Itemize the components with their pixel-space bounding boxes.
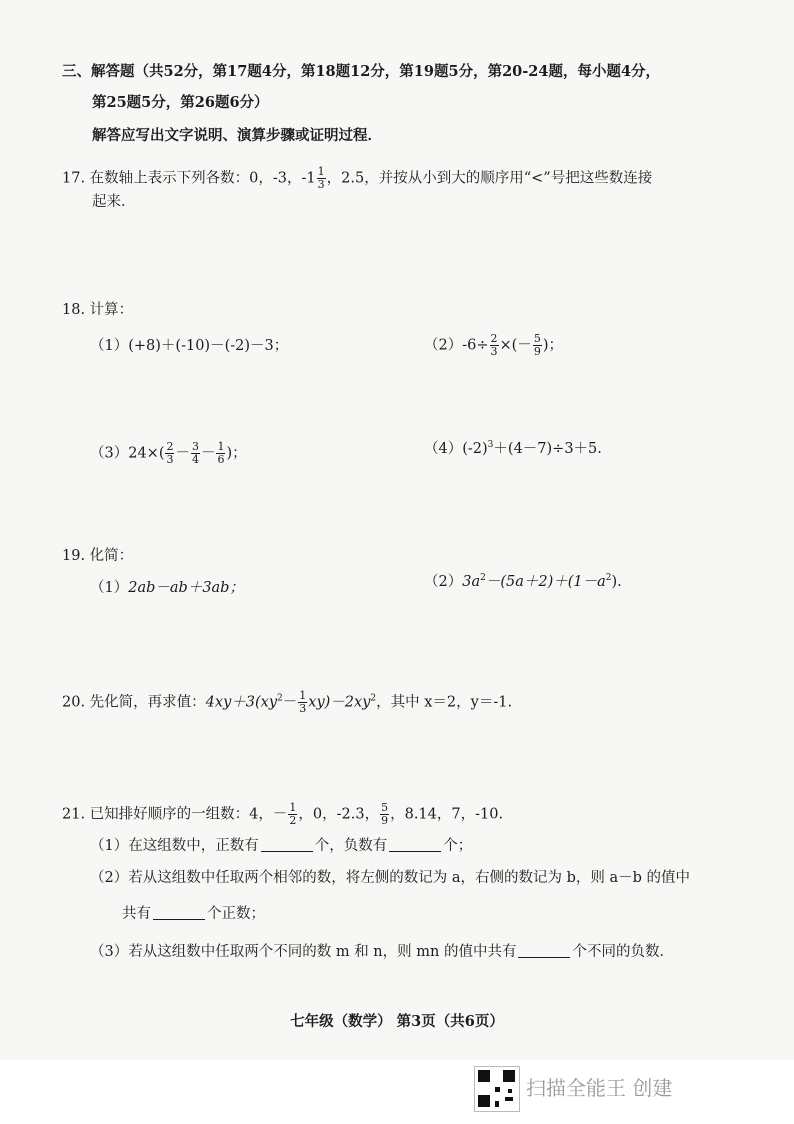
- q18-part-1: （1）(+8)＋(-10)－(-2)－3；: [90, 338, 289, 354]
- question-19: [62, 546, 133, 566]
- fraction: $\frac{1}{3}$: [317, 165, 325, 191]
- answer-blank: [261, 837, 313, 852]
- q21-part-3: （3）若从这组数中任取两个不同的数 m 和 n，则 mn 的值中共有 个不同的负数．: [90, 944, 674, 960]
- q18-part-4: $(4)(-2)^3+(4-7)\div 3+5$.: [424, 440, 602, 457]
- question-title: 计算：: [89, 302, 134, 318]
- q21-part-1: （1）在这组数中，正数有 个，负数有 个；: [90, 838, 473, 854]
- question-number: 20.: [62, 694, 86, 711]
- q18-part-3: （3）24×( $\frac{2}{3}$ － $\frac{3}{4}$ － $\frac{1}{6}$ )；: [90, 440, 247, 466]
- answer-blank: [389, 837, 441, 852]
- question-title: 化简：: [89, 548, 134, 564]
- qr-code-icon: [474, 1066, 520, 1112]
- question-17: [62, 166, 652, 191]
- page-footer: 七年级（数学） 第3页（共6页）: [290, 1013, 504, 1030]
- section-instruction: 解答应写出文字说明、演算步骤或证明过程．: [92, 127, 382, 144]
- q18-part-2: （2）-6÷ $\frac{2}{3}$ ×(－ $\frac{5}{9}$ )；: [424, 332, 563, 358]
- question-17-line-2: 起来．: [92, 194, 136, 210]
- question-number: 17.: [62, 170, 86, 187]
- section-heading-line-1: 三、解答题（共52分，第17题4分，第18题12分，第19题5分，第20-24题，每小题4分，: [62, 63, 661, 80]
- question-number: 21.: [62, 806, 86, 823]
- answer-blank: [518, 943, 570, 958]
- question-20: 20. 先化简，再求值：$4xy+3(xy^2-$ $\frac{1}{3}$ $xy)-2xy^2$，其中 x＝2，y＝-1.: [62, 689, 513, 715]
- answer-blank: [153, 905, 205, 920]
- q19-part-2: $(2)3a^2-(5a+2)+(1-a^2)$.: [424, 573, 622, 590]
- question-text: ，2.5，并按从小到大的顺序用“<”号把这些数连接: [326, 170, 653, 187]
- question-21: 21. 已知排好顺序的一组数：4，－ $\frac{1}{2}$ ，0，-2.3， $\frac{5}{9}$ ，8.14，7，-10.: [62, 801, 504, 827]
- question-text: 在数轴上表示下列各数：0，-3，-1: [89, 170, 316, 187]
- question-18: [62, 300, 133, 320]
- q21-part-2: （2）若从这组数中任取两个相邻的数，将左侧的数记为 a，右侧的数记为 b，则 a－b 的值中: [90, 870, 691, 886]
- scanner-watermark-strip: [0, 1060, 794, 1124]
- question-number: 19.: [62, 548, 86, 564]
- section-heading-line-2: 第25题5分，第26题6分）: [92, 94, 269, 111]
- q21-part-2-line-2: 共有 个正数；: [122, 906, 265, 922]
- scanner-brand-text: 扫描全能王 创建: [526, 1076, 673, 1100]
- question-number: 18.: [62, 302, 86, 318]
- q19-part-1: （1）2ab－ab＋3ab；: [90, 580, 244, 596]
